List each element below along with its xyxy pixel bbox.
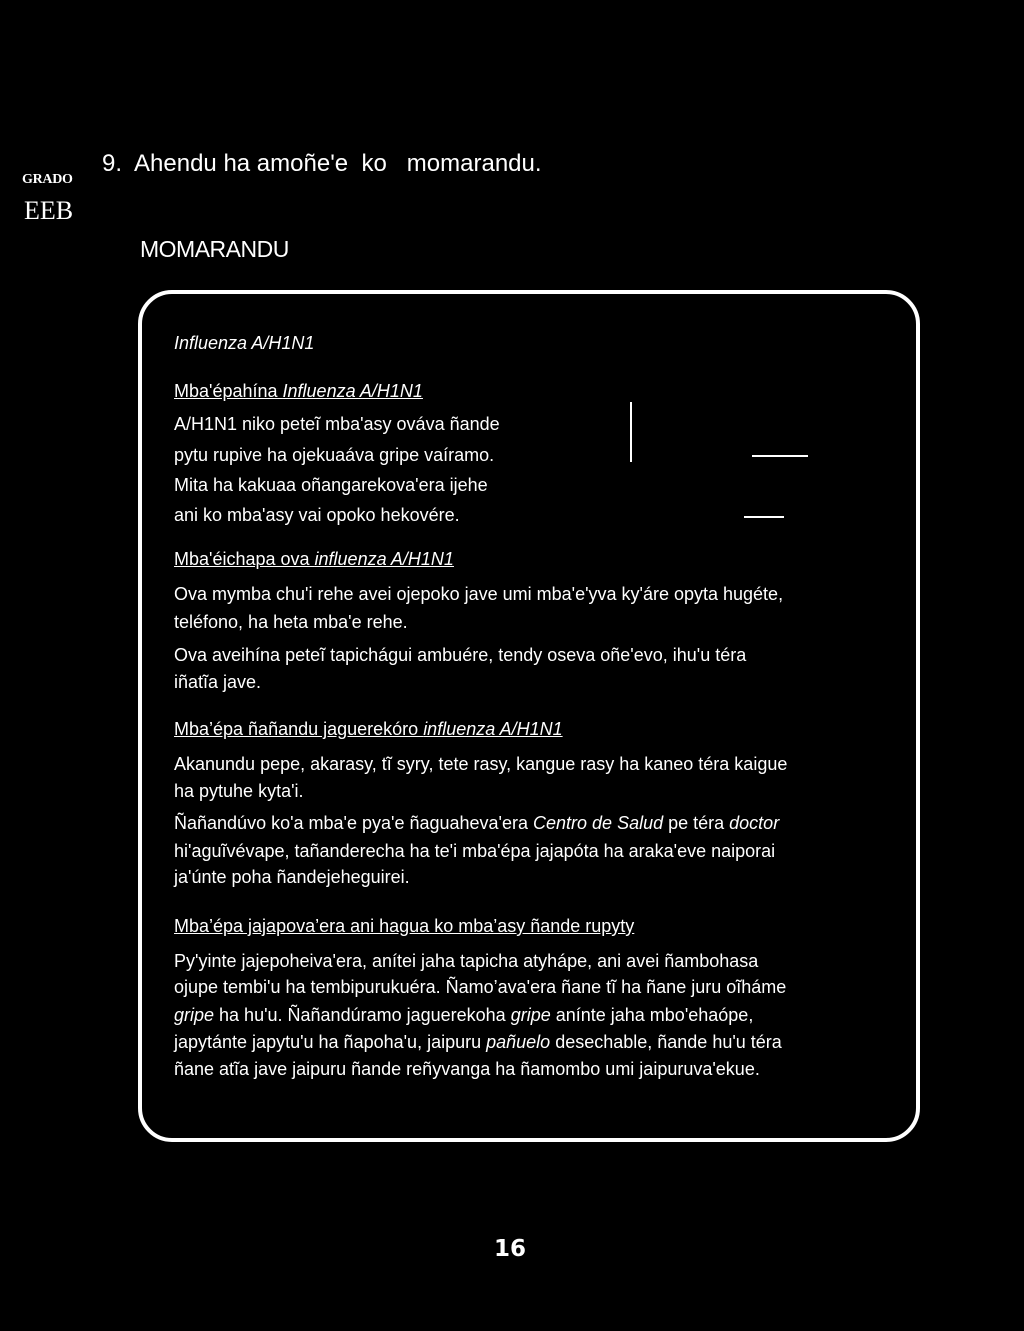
card-title: Influenza A/H1N1	[174, 333, 315, 353]
text-italic: gripe	[510, 1005, 551, 1025]
level-label: EEB	[24, 196, 74, 225]
paragraph-line: ñane atĩa jave jaipuru ñande reñyvanga ha ñamombo umi jaipuruva'ekue.	[174, 1059, 760, 1079]
divider	[744, 516, 784, 518]
paragraph-line: iñatĩa jave.	[174, 672, 262, 692]
heading-italic: influenza A/H1N1	[314, 549, 454, 569]
divider	[752, 455, 808, 457]
paragraph-line	[174, 1002, 753, 1028]
paragraph-line: teléfono, ha heta mba'e rehe.	[174, 612, 408, 632]
paragraph-line: Ova aveihína peteĩ tapichágui ambuére, tendy oseva oñe'evo, ihu'u téra	[174, 645, 747, 665]
text: pe téra	[663, 813, 730, 833]
heading-text: Mba’épa ñañandu jaguerekóro	[174, 719, 424, 739]
heading-italic: influenza A/H1N1	[423, 719, 563, 739]
text: japytánte japytu'u ha ñapoha'u, jaipuru	[174, 1032, 487, 1052]
section-heading	[174, 546, 454, 572]
heading-text: Mba'éichapa ova	[174, 549, 315, 569]
paragraph-line: Ova mymba chu'i rehe avei ojepoko jave umi mba'e'yva ky'áre opyta hugéte,	[174, 584, 784, 604]
divider	[630, 402, 632, 462]
text-italic: pañuelo	[486, 1032, 551, 1052]
paragraph-line: Py'yinte jajepoheiva'era, anítei jaha tapicha atyhápe, ani avei ñambohasa	[174, 951, 759, 971]
text: desechable, ñande hu'u téra	[550, 1032, 782, 1052]
paragraph-line: ojupe tembi'u ha tembipurukuéra. Ñamo’ava'era ñane tĩ ha ñane juru oĩháme	[174, 977, 787, 997]
paragraph-line: A/H1N1 niko peteĩ mba'asy ováva ñande	[174, 414, 500, 434]
heading-text: Mba'épahína	[174, 381, 283, 401]
paragraph-line: Akanundu pepe, akarasy, tĩ syry, tete rasy, kangue rasy ha kaneo téra kaigue	[174, 754, 788, 774]
paragraph-line: Mita ha kakuaa oñangarekova'era ijehe	[174, 475, 488, 495]
page-number: 16	[494, 1236, 527, 1262]
paragraph-line: pytu rupive ha ojekuaáva gripe vaíramo.	[174, 445, 495, 465]
text: ha hu'u. Ñañandúramo jaguerekoha	[214, 1005, 511, 1025]
text-italic: doctor	[729, 813, 780, 833]
text: Ñañandúvo ko'a mba'e pya'e ñaguaheva'era	[174, 813, 534, 833]
text-italic: Centro de Salud	[533, 813, 664, 833]
paragraph-line: ha pytuhe kyta'i.	[174, 781, 304, 801]
paragraph-line: ja'únte poha ñandejeheguirei.	[174, 867, 410, 887]
question-text: 9. Ahendu ha amoñe'e ko momarandu.	[102, 150, 542, 177]
paragraph-line: ani ko mba'asy vai opoko hekovére.	[174, 505, 460, 525]
section-heading	[174, 378, 423, 404]
grade-label: GRADO	[22, 172, 73, 187]
paragraph-line	[174, 810, 779, 836]
section-label: MOMARANDU	[140, 236, 289, 262]
text-italic: gripe	[174, 1005, 215, 1025]
section-heading: Mba’épa jajapova’era ani hagua ko mba’asy ñande rupyty	[174, 916, 635, 936]
text: anínte jaha mbo'ehaópe,	[550, 1005, 754, 1025]
heading-italic: Influenza A/H1N1	[282, 381, 423, 401]
paragraph-line: hi'aguĩvévape, tañanderecha ha te'i mba'épa jajapóta ha araka'eve naiporai	[174, 841, 776, 861]
section-heading	[174, 716, 563, 742]
paragraph-line	[174, 1029, 782, 1055]
